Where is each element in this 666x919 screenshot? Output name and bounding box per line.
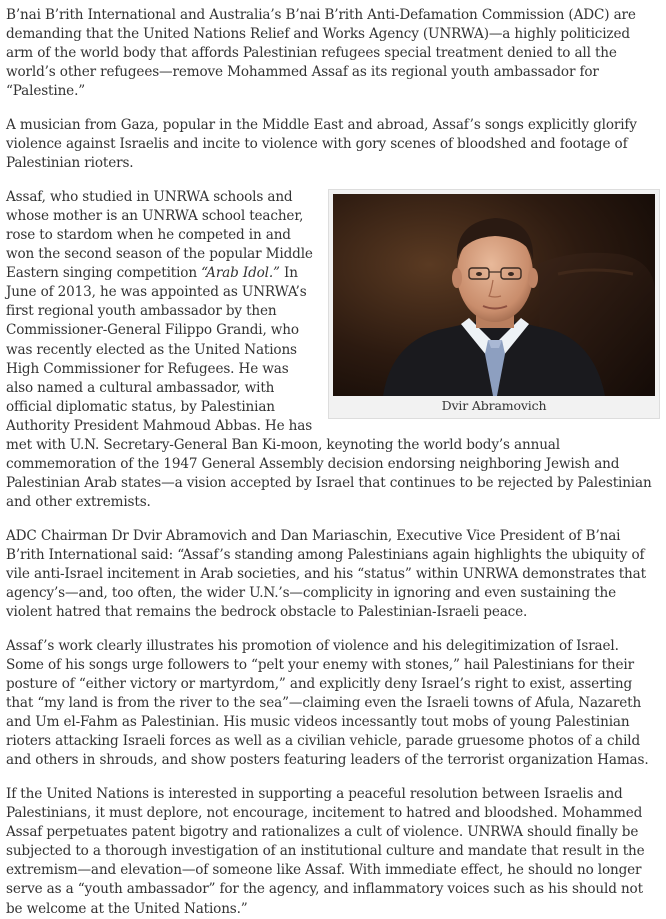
- paragraph-2: A musician from Gaza, popular in the Middle East and abroad, Assaf’s songs explicitly glorify violence against Israelis and incite to violence with gory scenes of bloodshed and footage of Palestinian rioters.: [6, 116, 637, 172]
- paragraph-5: Assaf’s work clearly illustrates his promotion of violence and his delegitimization of Israel. Some of his songs urge followers to “pelt your enemy with stones,” hail Palestinians for their posture of “either victory or martyrdom,” and explicitly deny Israel’s right to exist, asserting that “my land is from the river to the sea”—claiming even the Israeli towns of Afula, Nazareth and Um el-Fahm as Palestinian. His music videos incessantly tout mobs of young Palestinian rioters attacking Israeli forces as well as a civilian vehicle, parade gruesome photos of a child and others in shrouds, and show posters featuring leaders of the terrorist organization Hamas.: [6, 637, 649, 769]
- photo-figure: [328, 189, 660, 419]
- paragraph-4: ADC Chairman Dr Dvir Abramovich and Dan Mariaschin, Executive Vice President of B’nai B’rith International said: “Assaf’s standing among Palestinians again highlights the ubiquity of vile anti-Israel incitement in Arab societies, and his “status” within UNRWA demonstrates that agency’s—and, too often, the wider U.N.’s—complicity in ignoring and even sustaining the violent hatred that remains the bedrock obstacle to Palestinian-Israeli peace.: [6, 527, 646, 621]
- paragraph-3-italic: “Arab Idol.”: [201, 265, 280, 282]
- photo-caption: Dvir Abramovich: [441, 397, 547, 413]
- paragraph-3-part-2: In June of 2013, he was appointed as UNRWA’s first regional youth ambassador by then Commissioner-General Filippo Grandi, who was recently elected as the United Nations High Commissioner for Refugees. He was also named a cultural ambassador, with official diplomatic status, by Palestinian Authority President Mahmoud Abbas. He has met with U.N. Secretary-General Ban Ki-moon, keynoting the world body’s annual commemoration of the 1947 General Assembly decision endorsing neighboring Jewish and Palestinian Arab states—a vision accepted by Israel that continues to be rejected by Palestinian and other extremists.: [6, 265, 652, 511]
- paragraph-3-part-1: Assaf, who studied in UNRWA schools and whose mother is an UNRWA school teacher, rose to stardom when he competed in and won the second season of the popular Middle Eastern singing competition: [6, 188, 313, 282]
- paragraph-6: If the United Nations is interested in supporting a peaceful resolution between Israelis and Palestinians, it must deplore, not encourage, incitement to hatred and bloodshed. Mohammed Assaf perpetuates patent bigotry and rationalizes a cult of violence. UNRWA should finally be subjected to a thorough investigation of an institutional culture and mandate that result in the extremism—and elevation—of someone like Assaf. With immediate effect, he should no longer serve as a “youth ambassador” for the agency, and inflammatory voices such as his should not be welcome at the United Nations.”: [6, 785, 645, 917]
- portrait-photo: [333, 194, 655, 396]
- paragraph-1: B’nai B’rith International and Australia’s B’nai B’rith Anti-Defamation Commission (ADC) are demanding that the United Nations Relief and Works Agency (UNRWA)—a highly politicized arm of the world body that affords Palestinian refugees special treatment denied to all the world’s other refugees—remove Mohammed Assaf as its regional youth ambassador for “Palestine.”: [6, 7, 636, 100]
